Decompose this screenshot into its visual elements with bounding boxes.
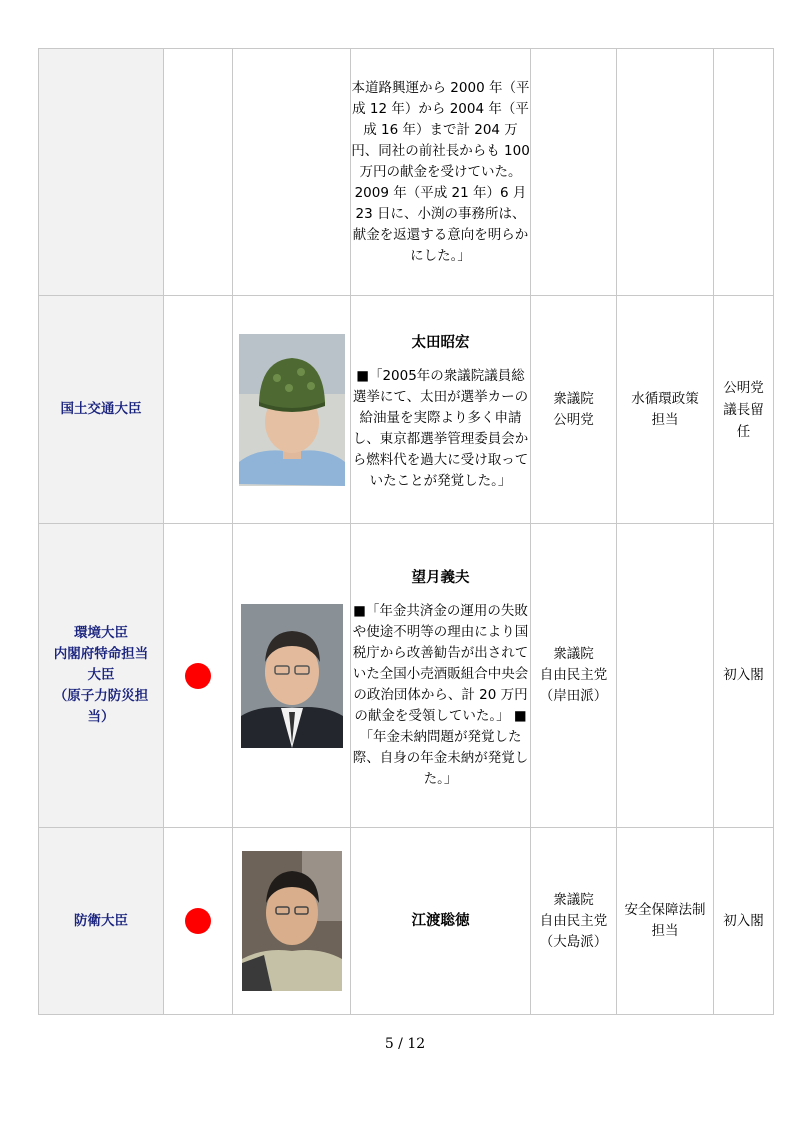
portrait-photo [242, 851, 342, 991]
post-cell [39, 49, 164, 296]
cabinet-table [38, 48, 774, 1015]
photo-cell [233, 296, 351, 524]
note-cell [714, 524, 774, 828]
note-label: 初入閣 [723, 667, 764, 683]
post-title: 防衛大臣 [74, 912, 128, 929]
party-label: 自由民主党 [539, 667, 608, 683]
description-cell [351, 524, 531, 828]
photo-cell [233, 524, 351, 828]
role-cell [617, 828, 714, 1015]
post-title-line: 環境大臣 [74, 625, 128, 641]
red-dot-icon [185, 663, 211, 689]
house-label: 衆議院 [553, 646, 594, 662]
table-row [39, 49, 774, 296]
faction-label: （岸田派） [539, 688, 608, 704]
role-label: 水循環政策担当 [631, 390, 699, 428]
note-cell [714, 296, 774, 524]
role-label: 安全保障法制担当 [624, 902, 706, 939]
photo-cell [233, 828, 351, 1015]
party-label: 公明党 [553, 411, 594, 428]
photo-cell [233, 49, 351, 296]
table-row [39, 296, 774, 524]
description-text: ■「年金共済金の運用の失敗や使途不明等の理由により国税庁から改善勧告が出されていた全国小売酒販組合中央会の政治団体から、計 20 万円の献金を受領していた。」 ■「年金未納問題が発覚した際、自身の年金未納が発覚した。」 [352, 602, 529, 787]
note-cell [714, 828, 774, 1015]
post-cell [39, 296, 164, 524]
post-title: 国土交通大臣 [60, 401, 142, 417]
note-label: 初入閣 [723, 912, 764, 929]
post-cell [39, 524, 164, 828]
post-title-line: 内閣府特命担当 [53, 646, 149, 662]
party-label: 自由民主党 [539, 912, 608, 929]
house-label: 衆議院 [553, 891, 594, 908]
marker-cell [164, 828, 233, 1015]
minister-name: 太田昭宏 [411, 335, 470, 351]
note-cell [714, 49, 774, 296]
marker-cell [164, 49, 233, 296]
minister-name: 江渡聡徳 [411, 912, 470, 929]
marker-cell [164, 296, 233, 524]
description-cell [351, 296, 531, 524]
house-cell [531, 828, 617, 1015]
description-text: 本道路興運から 2000 年（平成 12 年）から 2004 年（平成 16 年）まで計 204 万円、同社の前社長からも 100 万円の献金を受けていた。2009 年（平成 21 年）6 月 23 日に、小渕の事務所は、献金を返還する意向を明らかにした。」 [351, 79, 530, 264]
house-cell [531, 524, 617, 828]
description-cell [351, 49, 531, 296]
role-cell [617, 524, 714, 828]
table-row [39, 524, 774, 828]
red-dot-icon [185, 908, 211, 934]
post-cell [39, 828, 164, 1015]
role-cell [617, 296, 714, 524]
portrait-photo [239, 334, 345, 486]
post-title-line: 大臣 [87, 667, 115, 683]
role-cell [617, 49, 714, 296]
note-label: 公明党議長留任 [723, 379, 764, 440]
post-title-line: （原子力防災担当） [53, 688, 149, 725]
house-cell [531, 49, 617, 296]
portrait-photo [241, 604, 343, 748]
description-text: ■「2005年の衆議院議員総選挙にて、太田が選挙カーの給油量を実際より多く申請し、東京都選挙管理委員会から燃料代を過大に受け取っていたことが発覚した。」 [352, 368, 529, 489]
marker-cell [164, 524, 233, 828]
faction-label: （大島派） [539, 933, 608, 950]
minister-name: 望月義夫 [411, 569, 470, 586]
house-cell [531, 296, 617, 524]
house-label: 衆議院 [553, 390, 594, 407]
page-number: 5 / 12 [384, 1036, 426, 1052]
table-row [39, 828, 774, 1015]
description-cell [351, 828, 531, 1015]
